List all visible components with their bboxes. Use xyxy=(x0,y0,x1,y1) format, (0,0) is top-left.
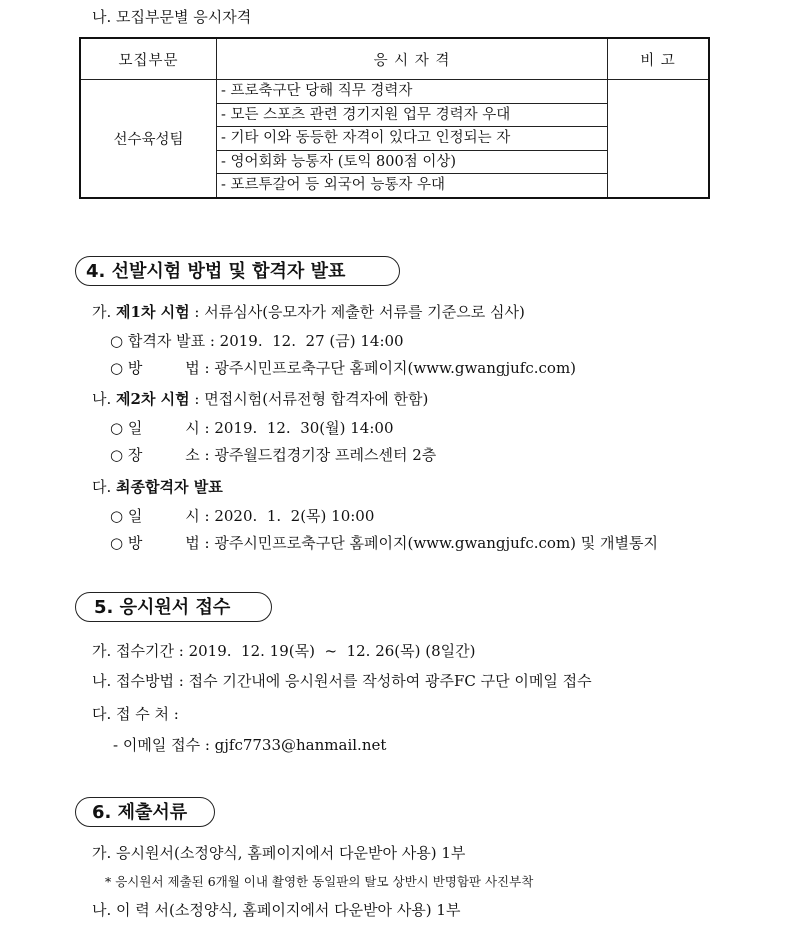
table-cell-qualifications xyxy=(217,80,608,198)
subsection-heading: 나. 모집부문별 응시자격 xyxy=(92,8,252,26)
table-cell-unit: 선수육성팀 xyxy=(80,80,217,198)
item-prefix: 가. xyxy=(92,303,117,321)
table-cell-note xyxy=(608,80,710,198)
item-text: : 면접시험(서류전형 합격자에 한함) xyxy=(189,390,429,408)
item-text: : 서류심사(응모자가 제출한 서류를 기준으로 심사) xyxy=(189,303,525,321)
section-4-item-b1: ○ 일 시 : 2019. 12. 30(월) 14:00 xyxy=(110,419,394,437)
table-header-row xyxy=(80,38,709,80)
section-6-item-a-note: * 응시원서 제출된 6개월 이내 촬영한 동일판의 탈모 상반시 반명함판 사진부착 xyxy=(105,874,534,889)
table-header-qualification: 응 시 자 격 xyxy=(217,38,608,80)
table-header-unit: 모집부문 xyxy=(80,38,217,80)
section-6-item-b: 나. 이 력 서(소정양식, 홈페이지에서 다운받아 사용) 1부 xyxy=(92,901,461,919)
qualification-item: - 프로축구단 당해 직무 경력자 xyxy=(217,80,607,104)
section-4-title: 4. 선발시험 방법 및 합격자 발표 xyxy=(75,256,400,286)
item-bold-label: 제2차 시험 xyxy=(116,390,190,408)
section-4-item-c1: ○ 일 시 : 2020. 1. 2(목) 10:00 xyxy=(110,507,375,525)
section-6-title: 6. 제출서류 xyxy=(75,797,215,827)
item-prefix: 나. xyxy=(92,390,117,408)
qualification-table xyxy=(79,37,710,199)
qualification-item: - 포르투갈어 등 외국어 능통자 우대 xyxy=(221,177,446,194)
section-4-item-c xyxy=(92,476,223,497)
qualification-item: - 기타 이와 동등한 자격이 있다고 인정되는 자 xyxy=(217,127,607,151)
section-4-item-a1: ○ 합격자 발표 : 2019. 12. 27 (금) 14:00 xyxy=(110,332,404,350)
section-5-email: - 이메일 접수 : gjfc7733@hanmail.net xyxy=(113,736,387,754)
section-4-item-a2: ○ 방 법 : 광주시민프로축구단 홈페이지(www.gwangjufc.com) xyxy=(110,359,577,377)
qualification-item: - 모든 스포츠 관련 경기지원 업무 경력자 우대 xyxy=(217,104,607,128)
section-5-item-b: 나. 접수방법 : 접수 기간내에 응시원서를 작성하여 광주FC 구단 이메일 접수 xyxy=(92,672,592,690)
section-4-item-b2: ○ 장 소 : 광주월드컵경기장 프레스센터 2층 xyxy=(110,446,437,464)
section-5-item-c: 다. 접 수 처 : xyxy=(92,705,179,723)
item-prefix: 다. xyxy=(92,478,117,496)
section-4-item-c2: ○ 방 법 : 광주시민프로축구단 홈페이지(www.gwangjufc.com) 및 개별통지 xyxy=(110,534,659,552)
section-5-item-a: 가. 접수기간 : 2019. 12. 19(목) ~ 12. 26(목) (8일간) xyxy=(92,642,476,660)
table-row xyxy=(80,80,709,198)
section-5-title: 5. 응시원서 접수 xyxy=(75,592,272,622)
section-4-item-a xyxy=(92,301,525,322)
item-bold-label: 최종합격자 발표 xyxy=(116,478,223,496)
item-bold-label: 제1차 시험 xyxy=(116,303,190,321)
table-header-note: 비 고 xyxy=(608,38,710,80)
section-4-item-b xyxy=(92,388,428,409)
qualification-item: - 영어회화 능통자 (토익 800점 이상) xyxy=(217,151,607,175)
section-6-item-a: 가. 응시원서(소정양식, 홈페이지에서 다운받아 사용) 1부 xyxy=(92,844,466,862)
